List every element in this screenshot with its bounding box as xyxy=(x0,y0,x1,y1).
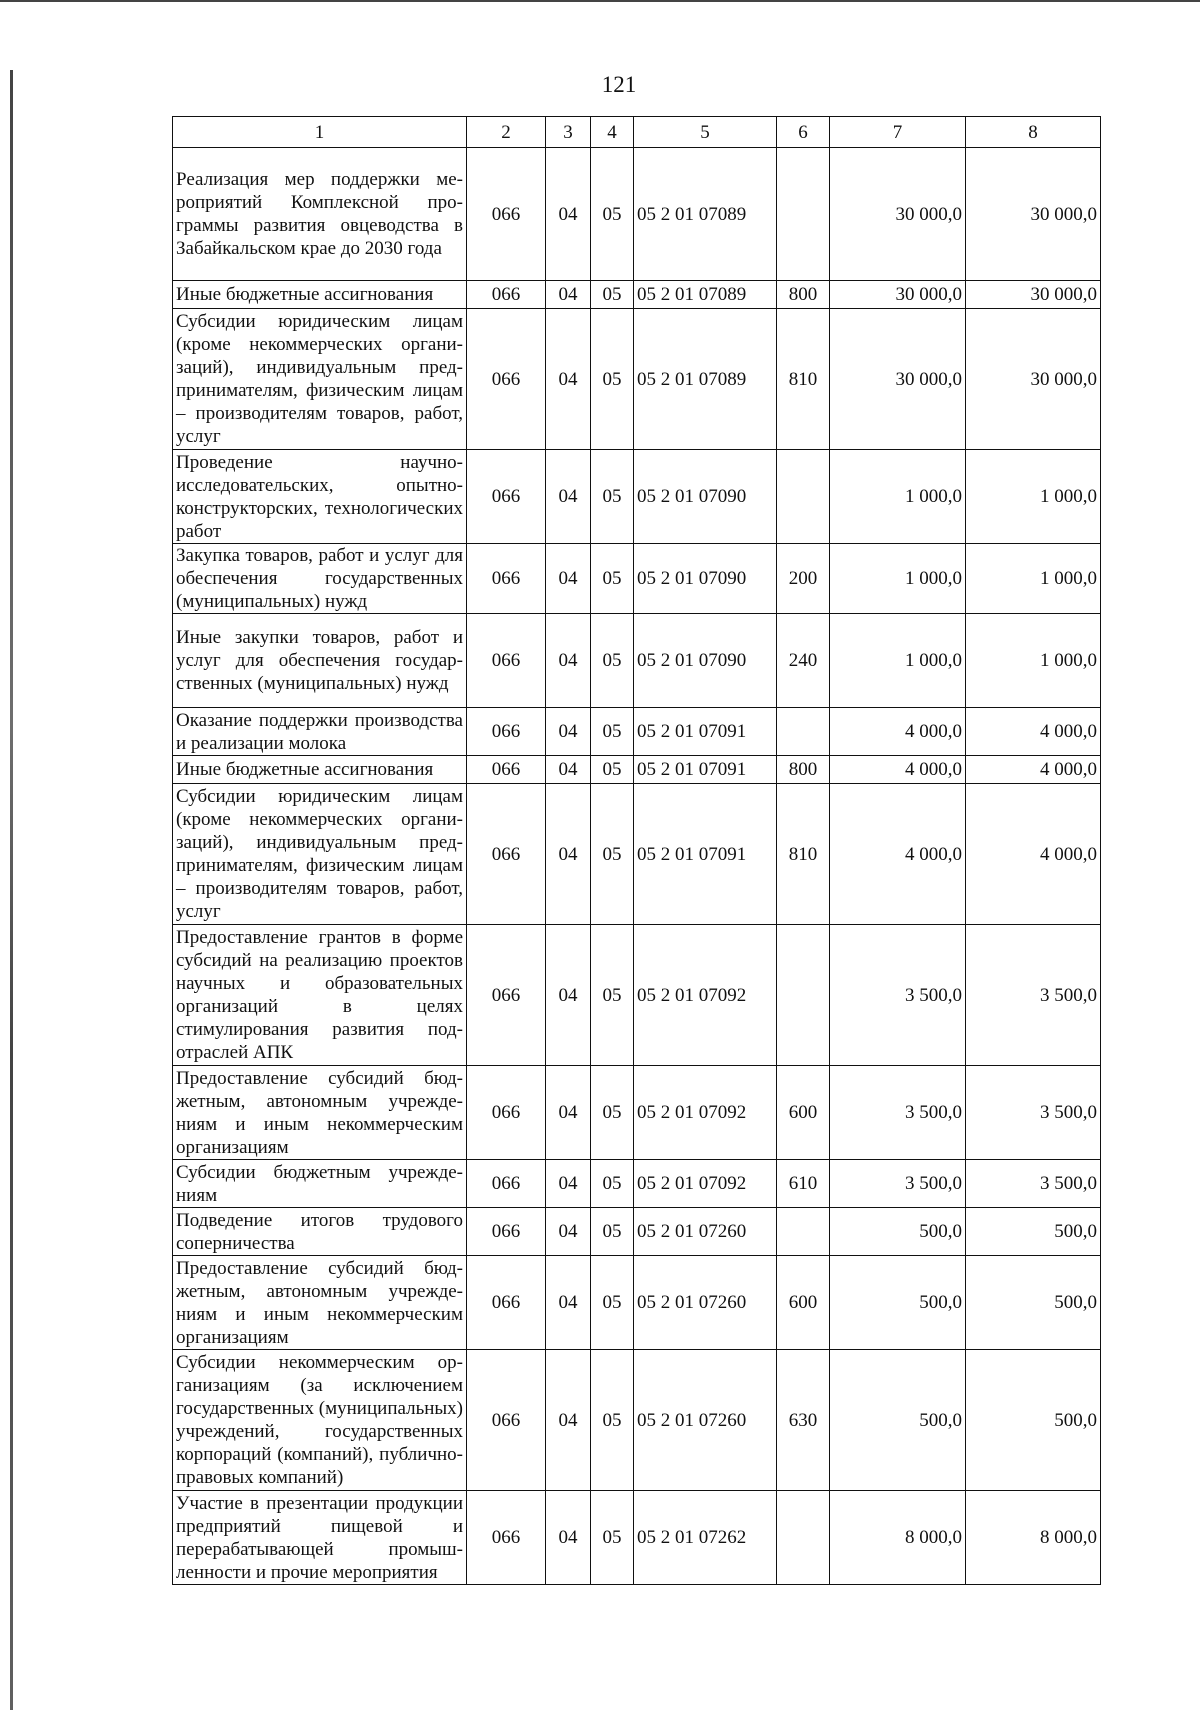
item-name: Закупка товаров, работ и услуг для обеспечения государственных (муниципальных) нужд xyxy=(173,544,467,614)
table-row xyxy=(173,708,1101,756)
target-article-code: 05 2 01 07091 xyxy=(634,708,777,756)
section-code: 04 xyxy=(546,708,591,756)
section-code: 04 xyxy=(546,1350,591,1491)
amount-col8: 4 000,0 xyxy=(966,756,1101,784)
expense-type-code: 610 xyxy=(777,1160,830,1208)
admin-code: 066 xyxy=(467,309,546,450)
target-article-code: 05 2 01 07260 xyxy=(634,1208,777,1256)
amount-col8: 1 000,0 xyxy=(966,450,1101,544)
admin-code: 066 xyxy=(467,708,546,756)
table-row xyxy=(173,148,1101,281)
table-row xyxy=(173,1256,1101,1350)
section-code: 04 xyxy=(546,756,591,784)
expense-type-code xyxy=(777,1208,830,1256)
item-name: Проведение научно-исследовательских, опытно-конструкторских, технологических работ xyxy=(173,450,467,544)
section-code: 04 xyxy=(546,309,591,450)
subsection-code: 05 xyxy=(591,1208,634,1256)
amount-col8: 500,0 xyxy=(966,1256,1101,1350)
section-code: 04 xyxy=(546,925,591,1066)
target-article-code: 05 2 01 07091 xyxy=(634,784,777,925)
scan-edge-left xyxy=(10,70,13,1710)
section-code: 04 xyxy=(546,1160,591,1208)
item-name: Иные бюджетные ассигнования xyxy=(173,281,467,309)
subsection-code: 05 xyxy=(591,281,634,309)
amount-col7: 30 000,0 xyxy=(830,309,966,450)
admin-code: 066 xyxy=(467,1160,546,1208)
expense-type-code: 600 xyxy=(777,1066,830,1160)
item-name: Субсидии бюджетным учреждениям xyxy=(173,1160,467,1208)
target-article-code: 05 2 01 07091 xyxy=(634,756,777,784)
item-name: Реализация мер поддержки мероприятий Комплексной программы развития овцеводства в Забайкальском крае до 2030 года xyxy=(173,148,467,281)
subsection-code: 05 xyxy=(591,1350,634,1491)
target-article-code: 05 2 01 07092 xyxy=(634,925,777,1066)
section-code: 04 xyxy=(546,1208,591,1256)
table-row xyxy=(173,281,1101,309)
amount-col7: 4 000,0 xyxy=(830,756,966,784)
item-name: Подведение итогов трудового соперничества xyxy=(173,1208,467,1256)
expense-type-code: 800 xyxy=(777,281,830,309)
table-row xyxy=(173,309,1101,450)
admin-code: 066 xyxy=(467,450,546,544)
subsection-code: 05 xyxy=(591,544,634,614)
amount-col8: 1 000,0 xyxy=(966,544,1101,614)
section-code: 04 xyxy=(546,1256,591,1350)
amount-col7: 4 000,0 xyxy=(830,708,966,756)
subsection-code: 05 xyxy=(591,925,634,1066)
amount-col8: 500,0 xyxy=(966,1350,1101,1491)
amount-col7: 3 500,0 xyxy=(830,1160,966,1208)
expense-type-code: 810 xyxy=(777,309,830,450)
item-name: Предоставление субсидий бюджетным, автономным учреждениям и иным некоммерческим организациям xyxy=(173,1066,467,1160)
subsection-code: 05 xyxy=(591,309,634,450)
target-article-code: 05 2 01 07090 xyxy=(634,614,777,708)
item-name: Предоставление грантов в форме субсидий на реализацию проектов научных и образовательных организаций в целях стимулирования развития подотраслей АПК xyxy=(173,925,467,1066)
amount-col8: 8 000,0 xyxy=(966,1491,1101,1585)
subsection-code: 05 xyxy=(591,708,634,756)
expense-type-code: 630 xyxy=(777,1350,830,1491)
amount-col8: 30 000,0 xyxy=(966,148,1101,281)
target-article-code: 05 2 01 07092 xyxy=(634,1066,777,1160)
admin-code: 066 xyxy=(467,544,546,614)
amount-col7: 3 500,0 xyxy=(830,1066,966,1160)
table-row xyxy=(173,450,1101,544)
admin-code: 066 xyxy=(467,784,546,925)
amount-col7: 30 000,0 xyxy=(830,148,966,281)
expense-type-code xyxy=(777,708,830,756)
amount-col8: 500,0 xyxy=(966,1208,1101,1256)
target-article-code: 05 2 01 07089 xyxy=(634,281,777,309)
subsection-code: 05 xyxy=(591,1160,634,1208)
amount-col8: 1 000,0 xyxy=(966,614,1101,708)
header-cell: 5 xyxy=(634,117,777,148)
expense-type-code: 600 xyxy=(777,1256,830,1350)
admin-code: 066 xyxy=(467,614,546,708)
amount-col7: 8 000,0 xyxy=(830,1491,966,1585)
target-article-code: 05 2 01 07089 xyxy=(634,148,777,281)
amount-col8: 4 000,0 xyxy=(966,784,1101,925)
section-code: 04 xyxy=(546,450,591,544)
admin-code: 066 xyxy=(467,148,546,281)
budget-table xyxy=(172,116,1101,1585)
admin-code: 066 xyxy=(467,925,546,1066)
table-row xyxy=(173,925,1101,1066)
amount-col8: 3 500,0 xyxy=(966,1160,1101,1208)
admin-code: 066 xyxy=(467,1256,546,1350)
expense-type-code xyxy=(777,148,830,281)
table-header-row xyxy=(173,117,1101,148)
target-article-code: 05 2 01 07090 xyxy=(634,450,777,544)
table-row xyxy=(173,756,1101,784)
subsection-code: 05 xyxy=(591,614,634,708)
amount-col8: 3 500,0 xyxy=(966,925,1101,1066)
subsection-code: 05 xyxy=(591,1491,634,1585)
target-article-code: 05 2 01 07260 xyxy=(634,1350,777,1491)
subsection-code: 05 xyxy=(591,1066,634,1160)
section-code: 04 xyxy=(546,1491,591,1585)
item-name: Предоставление субсидий бюджетным, автономным учреждениям и иным некоммерческим организациям xyxy=(173,1256,467,1350)
item-name: Участие в презентации продукции предприятий пищевой и перерабатывающей промышленности и прочие мероприятия xyxy=(173,1491,467,1585)
admin-code: 066 xyxy=(467,1066,546,1160)
item-name: Субсидии юридическим лицам (кроме некоммерческих организаций), индивидуальным предпринимателям, физическим лицам – производителям товаров, работ, услуг xyxy=(173,309,467,450)
item-name: Субсидии юридическим лицам (кроме некоммерческих организаций), индивидуальным предпринимателям, физическим лицам – производителям товаров, работ, услуг xyxy=(173,784,467,925)
header-cell: 4 xyxy=(591,117,634,148)
subsection-code: 05 xyxy=(591,1256,634,1350)
amount-col7: 500,0 xyxy=(830,1256,966,1350)
amount-col7: 3 500,0 xyxy=(830,925,966,1066)
header-cell: 6 xyxy=(777,117,830,148)
expense-type-code: 200 xyxy=(777,544,830,614)
table-row xyxy=(173,614,1101,708)
subsection-code: 05 xyxy=(591,784,634,925)
expense-type-code xyxy=(777,1491,830,1585)
item-name: Иные закупки товаров, работ и услуг для обеспечения государственных (муниципальных) нужд xyxy=(173,614,467,708)
admin-code: 066 xyxy=(467,1350,546,1491)
target-article-code: 05 2 01 07089 xyxy=(634,309,777,450)
admin-code: 066 xyxy=(467,281,546,309)
admin-code: 066 xyxy=(467,756,546,784)
amount-col8: 30 000,0 xyxy=(966,281,1101,309)
scan-edge-top xyxy=(0,0,1200,6)
header-cell: 3 xyxy=(546,117,591,148)
section-code: 04 xyxy=(546,148,591,281)
header-cell: 7 xyxy=(830,117,966,148)
target-article-code: 05 2 01 07090 xyxy=(634,544,777,614)
section-code: 04 xyxy=(546,1066,591,1160)
page-number: 121 xyxy=(601,72,637,97)
table-row xyxy=(173,1160,1101,1208)
target-article-code: 05 2 01 07092 xyxy=(634,1160,777,1208)
expense-type-code: 800 xyxy=(777,756,830,784)
table-row xyxy=(173,1066,1101,1160)
item-name: Субсидии некоммерческим организациям (за исключением государственных (муниципальных) учреждений, государственных корпораций (компаний), публично-правовых компаний) xyxy=(173,1350,467,1491)
target-article-code: 05 2 01 07262 xyxy=(634,1491,777,1585)
admin-code: 066 xyxy=(467,1208,546,1256)
subsection-code: 05 xyxy=(591,148,634,281)
table-row xyxy=(173,1208,1101,1256)
section-code: 04 xyxy=(546,614,591,708)
table-row xyxy=(173,544,1101,614)
section-code: 04 xyxy=(546,544,591,614)
section-code: 04 xyxy=(546,784,591,925)
expense-type-code: 240 xyxy=(777,614,830,708)
header-cell: 8 xyxy=(966,117,1101,148)
expense-type-code: 810 xyxy=(777,784,830,925)
amount-col7: 500,0 xyxy=(830,1208,966,1256)
admin-code: 066 xyxy=(467,1491,546,1585)
amount-col8: 30 000,0 xyxy=(966,309,1101,450)
amount-col8: 3 500,0 xyxy=(966,1066,1101,1160)
section-code: 04 xyxy=(546,281,591,309)
amount-col7: 1 000,0 xyxy=(830,450,966,544)
amount-col7: 30 000,0 xyxy=(830,281,966,309)
expense-type-code xyxy=(777,925,830,1066)
amount-col7: 1 000,0 xyxy=(830,544,966,614)
expense-type-code xyxy=(777,450,830,544)
table-row xyxy=(173,1491,1101,1585)
item-name: Иные бюджетные ассигнования xyxy=(173,756,467,784)
amount-col8: 4 000,0 xyxy=(966,708,1101,756)
header-cell: 1 xyxy=(173,117,467,148)
amount-col7: 1 000,0 xyxy=(830,614,966,708)
table-row xyxy=(173,1350,1101,1491)
subsection-code: 05 xyxy=(591,450,634,544)
target-article-code: 05 2 01 07260 xyxy=(634,1256,777,1350)
header-cell: 2 xyxy=(467,117,546,148)
amount-col7: 500,0 xyxy=(830,1350,966,1491)
table-row xyxy=(173,784,1101,925)
amount-col7: 4 000,0 xyxy=(830,784,966,925)
item-name: Оказание поддержки производства и реализации молока xyxy=(173,708,467,756)
subsection-code: 05 xyxy=(591,756,634,784)
